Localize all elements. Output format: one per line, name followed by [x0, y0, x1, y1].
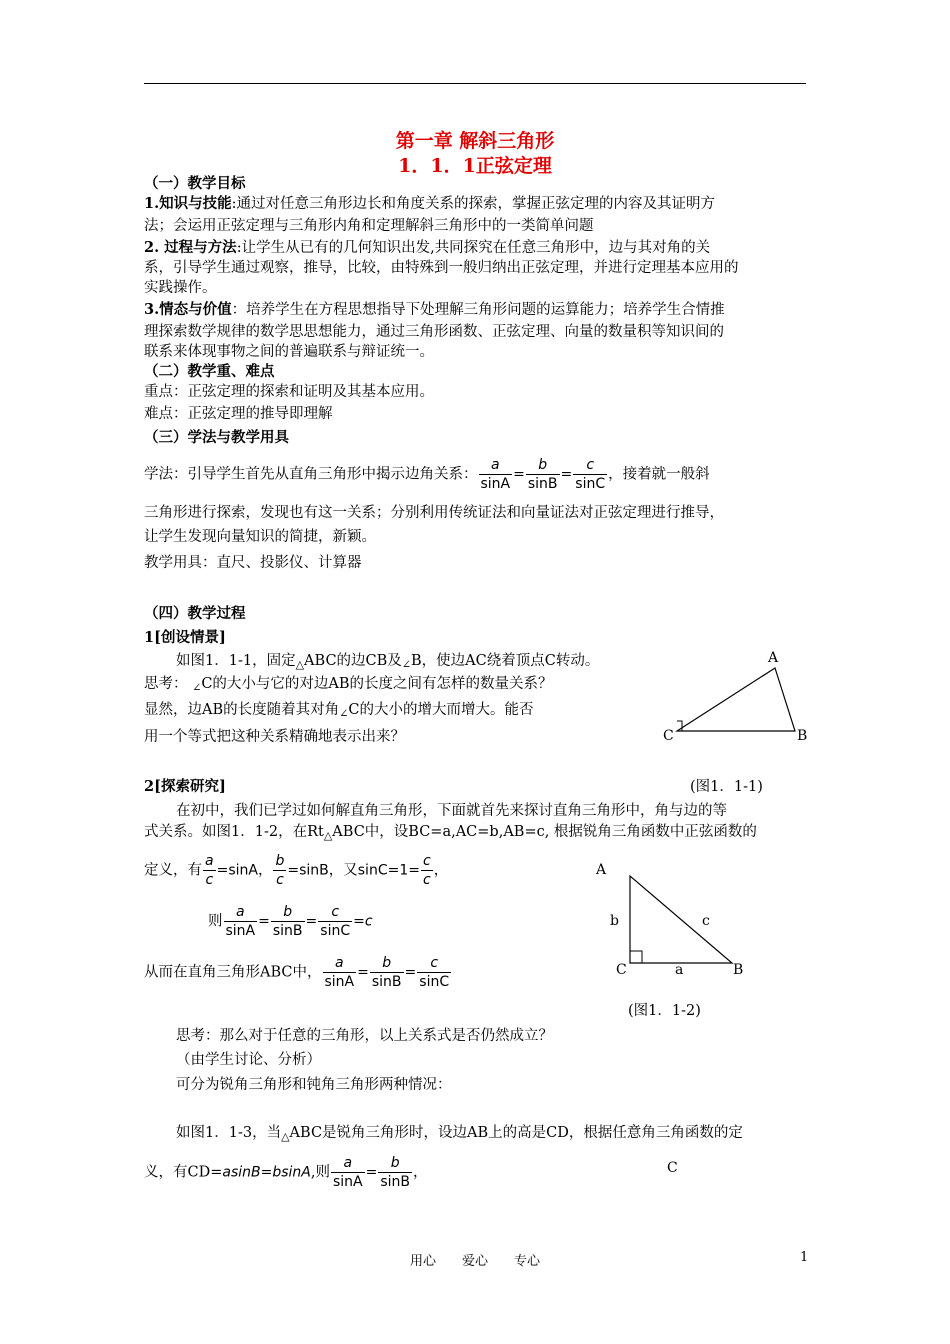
fig2-caption: (图1．1-2)	[628, 1003, 701, 1019]
angle-symbol: ∠	[401, 658, 412, 671]
fraction-b-sinB: $\frac{b}{\sin B}$	[371, 955, 402, 990]
angle-symbol: ∠	[192, 681, 202, 694]
step2-line2: 式关系。如图1．1-2，在$Rt_\triangle ABC$中，设BC=a,AC=b,AB=c, 根据锐角三角函数中正弦函数的	[144, 824, 757, 842]
method-line2: 三角形进行探索，发现也有这一关系；分别利用传统证法和向量证法对正弦定理进行推导，	[144, 505, 724, 521]
step2-line3: 定义，有 $\frac{a}{c}$ =sinA， $\frac{b}{c}$ =sinB，又sinC=1= $\frac{c}{c}$ ，	[144, 853, 449, 888]
header-rule	[144, 83, 806, 84]
objective-2-line3: 实践操作。	[144, 280, 217, 296]
fig2-label-A: A	[596, 862, 607, 878]
difficult-point: 难点：正弦定理的推导即理解	[144, 406, 333, 422]
method-line3: 让学生发现向量知识的简捷，新颖。	[144, 529, 376, 545]
step1-line4: 用一个等式把这种关系精确地表示出来？	[144, 729, 405, 745]
objective-1-line1: 1.知识与技能:通过对任意三角形边长和角度关系的探索，掌握正弦定理的内容及其证明方	[144, 195, 716, 212]
figure-1-1	[660, 645, 820, 750]
heading-objectives: （一）教学目标	[144, 175, 246, 192]
fig1-label-C: C	[663, 728, 674, 744]
step2-line1: 在初中，我们已学过如何解直角三角形，下面就首先来探讨直角三角形中，角与边的等	[176, 803, 727, 819]
step1-line2: 思考： $_\angle$C的大小与它的对边AB的长度之间有怎样的数量关系？	[144, 676, 553, 694]
fraction-a-c: $\frac{a}{c}$	[205, 853, 214, 888]
fraction-b-c: $\frac{b}{c}$	[275, 853, 285, 888]
objective-3-line2: 理探索数学规律的数学思思想能力，通过三角形函数、正弦定理、向量的数量积等知识间的	[144, 324, 724, 340]
step1-heading: 1[创设情景]	[144, 629, 226, 646]
objective-3-line3: 联系来体现事物之间的普遍联系与辩证统一。	[144, 344, 434, 360]
fraction-c-sinC: $\frac{c}{\sin C}$	[575, 457, 606, 492]
fig2-label-B: B	[733, 962, 744, 978]
page-number: 1	[800, 1250, 809, 1265]
step2-line5: 从而在直角三角形ABC中， $\frac{a}{\sin A}$ = $\frac{b}{\sin B}$ = $\frac{c}{\sin C}$	[144, 955, 450, 990]
step1-line1: 如图1．1-1，固定$_\triangle$ABC的边CB及$_\angle$B，使边AC绕着顶点C转动。	[176, 653, 600, 671]
fig3-label-C: C	[667, 1160, 678, 1176]
fig2-label-c: c	[702, 913, 710, 929]
triangle-symbol: △	[295, 658, 305, 671]
fraction-a-sinA: $\frac{a}{\sin A}$	[333, 1155, 363, 1190]
fig1-label-A: A	[768, 650, 779, 666]
figure-1-2	[620, 870, 750, 970]
key-point: 重点：正弦定理的探索和证明及其基本应用。	[144, 384, 434, 400]
step3-line2: 义，有CD=asinB=bsinA,则 $\frac{a}{\sin A}$ = $\frac{b}{\sin B}$ ，	[144, 1155, 428, 1190]
two-cases: 可分为锐角三角形和钝角三角形两种情况：	[176, 1077, 452, 1093]
chapter-title: 第一章 解斜三角形	[395, 130, 555, 152]
fig2-label-a: a	[675, 962, 684, 978]
fig1-label-B: B	[797, 728, 808, 744]
fraction-c-sinC: $\frac{c}{\sin C}$	[320, 904, 351, 939]
discussion-note: （由学生讨论、分析）	[176, 1052, 321, 1068]
fig2-label-b: b	[610, 913, 619, 929]
fig2-label-C: C	[616, 962, 627, 978]
fraction-c-c: $\frac{c}{c}$	[422, 853, 431, 888]
triangle-abc-outline	[677, 668, 795, 731]
fraction-a-sinA: $\frac{a}{\sin A}$	[480, 457, 511, 492]
section-title: 1．1．1正弦定理	[398, 155, 552, 177]
method-line1: 学法：引导学生首先从直角三角形中揭示边角关系： $\frac{a}{\sin A}$ = $\frac{b}{\sin B}$ = $\frac{c}{\sin C}$ ，接着就一般斜	[144, 457, 710, 492]
fraction-c-sinC: $\frac{c}{\sin C}$	[419, 955, 450, 990]
step3-line1: 如图1．1-3，当$_\triangle$ABC是锐角三角形时，设边AB上的高是CD，根据任意角三角函数的定	[176, 1125, 743, 1143]
step2-heading: 2[探索研究]	[144, 778, 226, 795]
step2-line4: 则 $\frac{a}{\sin A}$ = $\frac{b}{\sin B}$ = $\frac{c}{\sin C}$ =c	[208, 904, 373, 939]
objective-2-line2: 系，引导学生通过观察，推导，比较，由特殊到一般归纳出正弦定理，并进行定理基本应用的	[144, 260, 739, 276]
heading-key-points: （二）教学重、难点	[144, 363, 275, 380]
angle-symbol: ∠	[339, 707, 349, 720]
fig1-caption: (图1．1-1)	[690, 779, 763, 795]
right-triangle-outline	[630, 876, 732, 963]
step1-line3: 显然，边AB的长度随着其对角$_\angle$C的大小的增大而增大。能否	[144, 702, 534, 720]
heading-process: （四）教学过程	[144, 605, 246, 622]
teaching-tools: 教学用具：直尺、投影仪、计算器	[144, 555, 362, 571]
fraction-a-sinA: $\frac{a}{\sin A}$	[324, 955, 355, 990]
triangle-symbol: △	[323, 829, 333, 842]
objective-1-line2: 法；会运用正弦定理与三角形内角和定理解斜三角形中的一类简单问题	[144, 218, 594, 234]
fraction-b-sinB: $\frac{b}{\sin B}$	[272, 904, 303, 939]
fraction-b-sinB: $\frac{b}{\sin B}$	[527, 457, 558, 492]
fraction-b-sinB: $\frac{b}{\sin B}$	[380, 1155, 411, 1190]
think-question: 思考：那么对于任意的三角形，以上关系式是否仍然成立？	[176, 1028, 553, 1044]
objective-2-line1: 2. 过程与方法:让学生从已有的几何知识出发,共同探究在任意三角形中，边与其对角的关	[144, 239, 711, 256]
fraction-a-sinA: $\frac{a}{\sin A}$	[225, 904, 256, 939]
heading-methods: （三）学法与教学用具	[144, 429, 289, 446]
objective-3-line1: 3.情态与价值：培养学生在方程思想指导下处理解三角形问题的运算能力；培养学生合情推	[144, 301, 725, 318]
right-angle-marker	[630, 951, 642, 963]
footer-text: 用心 爱心 专心	[409, 1254, 540, 1269]
triangle-symbol: △	[281, 1130, 290, 1143]
